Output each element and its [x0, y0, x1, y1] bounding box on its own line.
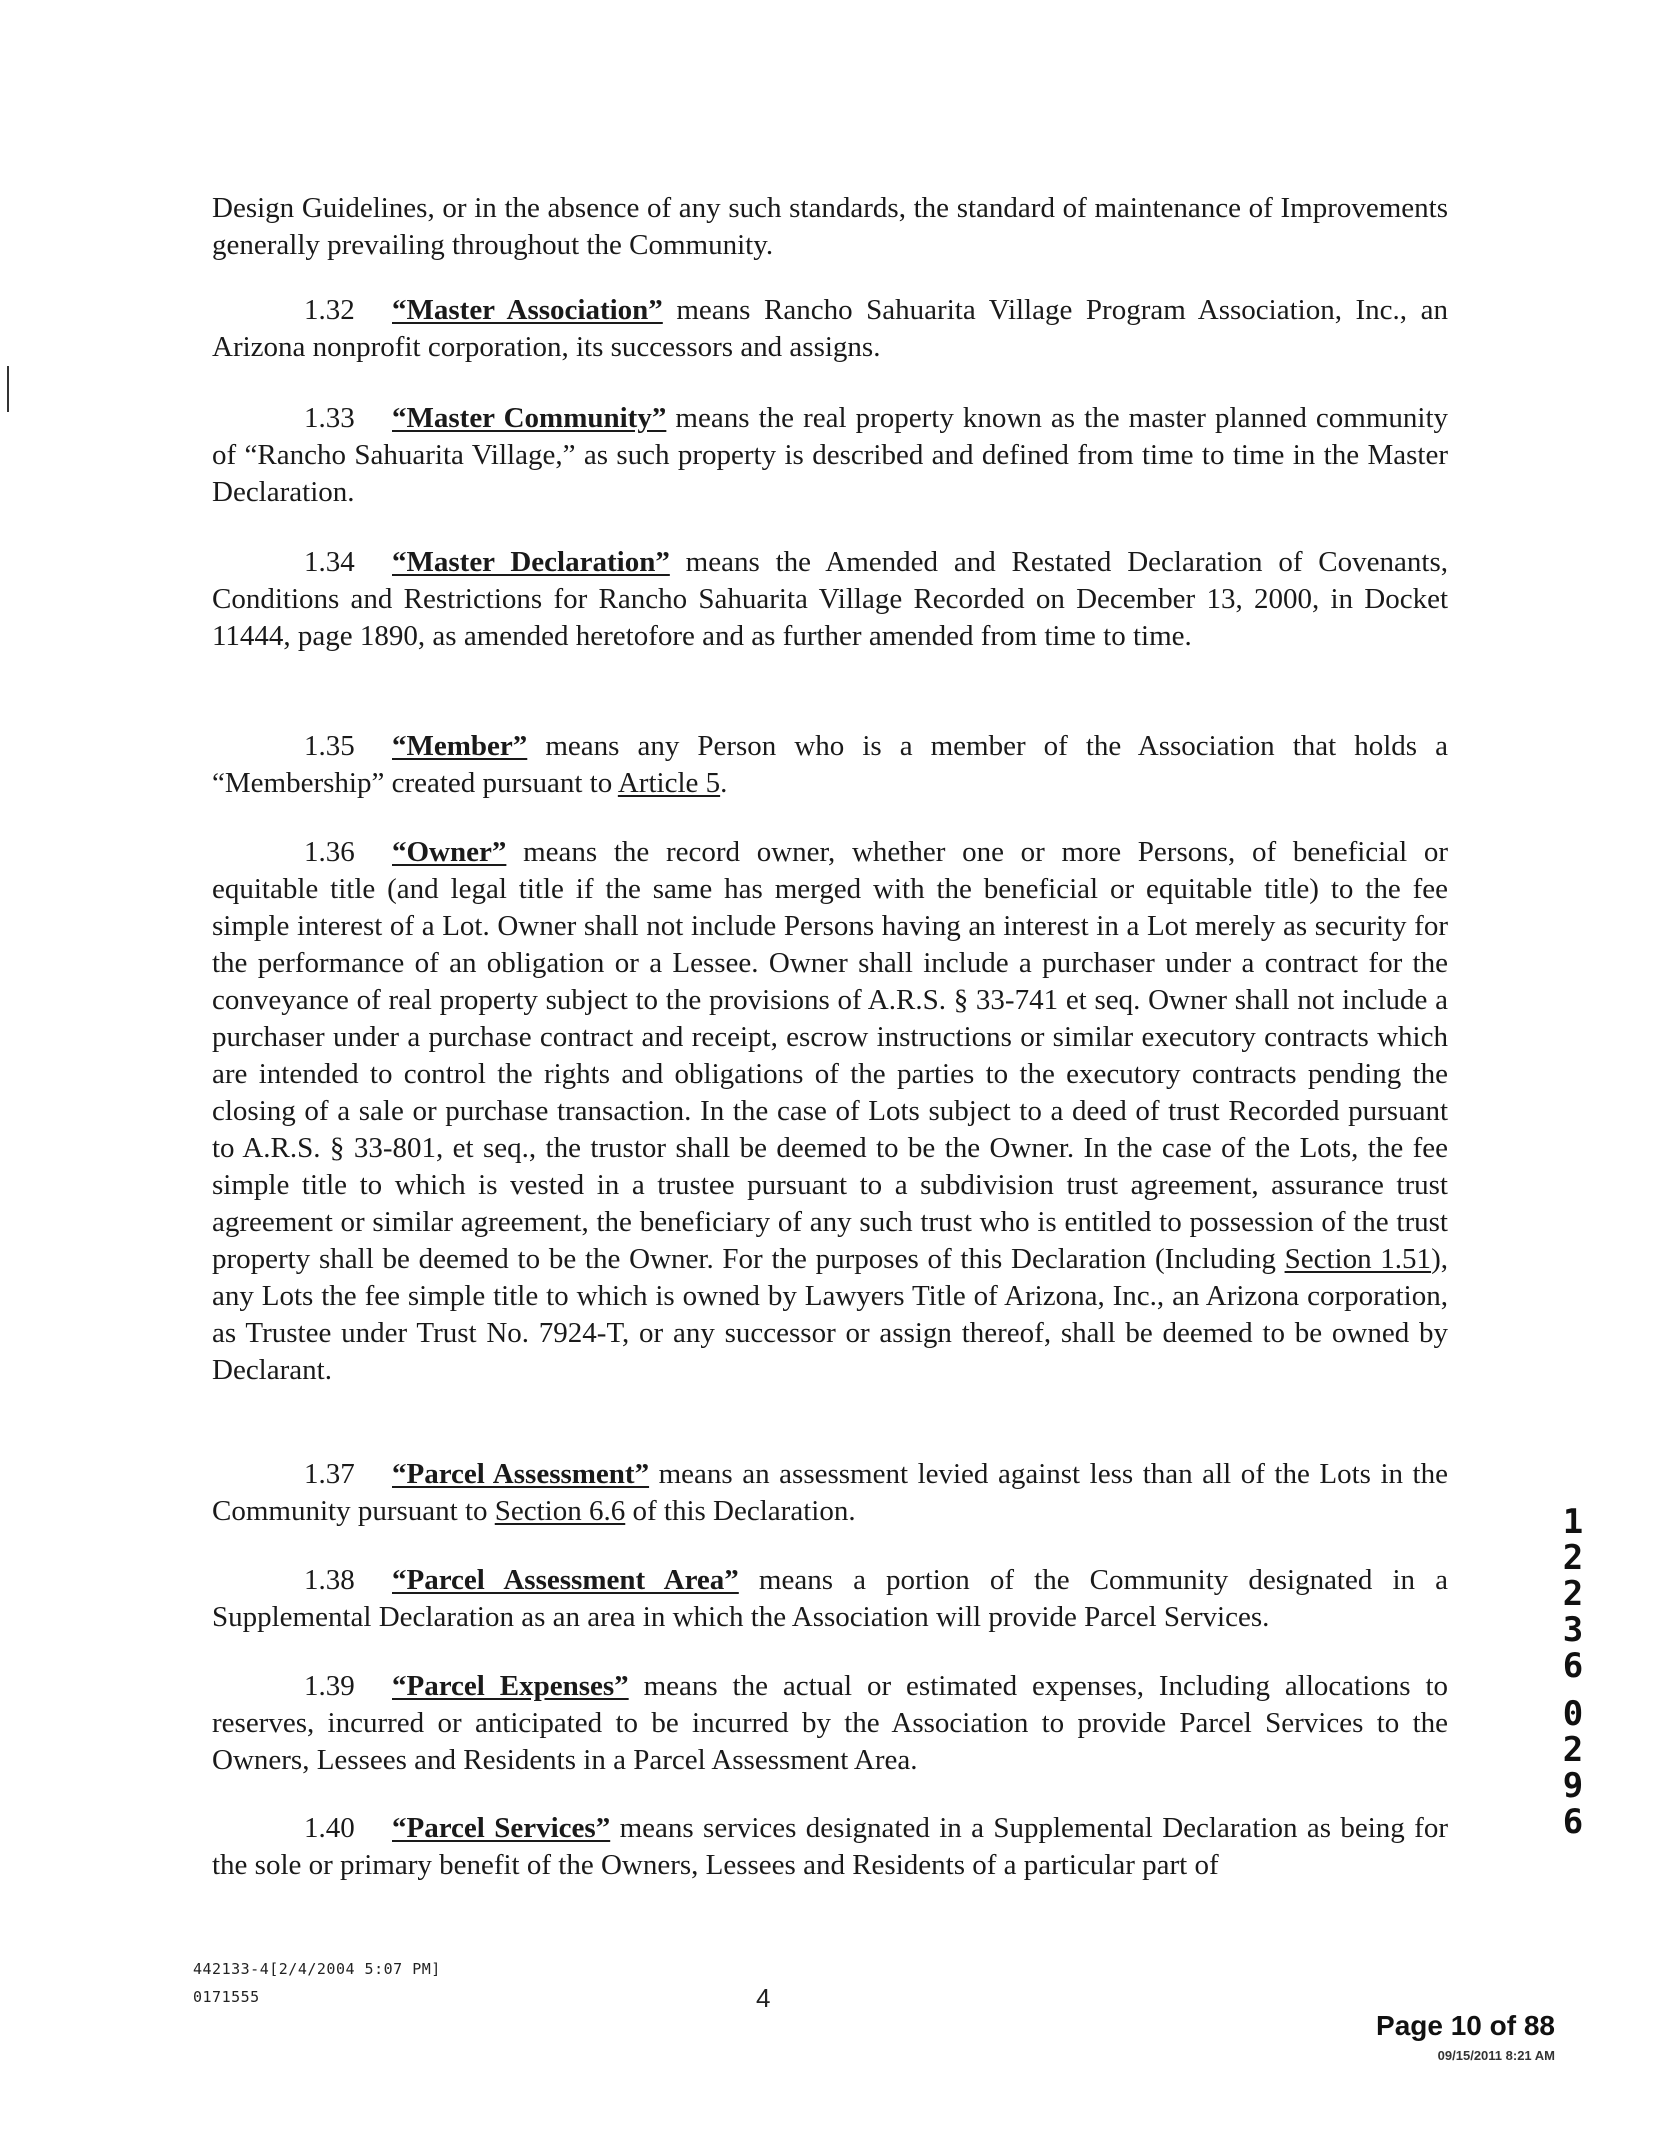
- article-reference: Article 5: [617, 767, 721, 799]
- section-1-40: [212, 1810, 1448, 1884]
- section-text: means the real property known as the master planned community of “Rancho Sahuarita Village,” as such property is described and defined from time to time in the Master Declaration.: [212, 402, 1448, 508]
- section-1-33: [212, 400, 1448, 511]
- stamp-digit: 3: [1562, 1610, 1584, 1650]
- defined-term: “Master Association”: [392, 294, 663, 326]
- defined-term: “Parcel Expenses”: [392, 1670, 629, 1702]
- footer-client-number: 0171555: [193, 1988, 260, 2006]
- recording-stamp-page: [1556, 1696, 1590, 1840]
- recorded-timestamp: 09/15/2011 8:21 AM: [1437, 2048, 1555, 2063]
- section-text: means any Person who is a member of the Association that holds a “Membership” created pursuant to: [212, 730, 1448, 799]
- defined-term: “Parcel Services”: [392, 1812, 611, 1844]
- defined-term: “Owner”: [392, 836, 507, 868]
- section-number: 1.32: [304, 294, 355, 326]
- recording-stamp-docket: [1556, 1504, 1590, 1684]
- stamp-digit: 9: [1562, 1766, 1584, 1806]
- section-1-39: [212, 1668, 1448, 1779]
- intro-paragraph: [212, 190, 1448, 264]
- section-1-38: [212, 1562, 1448, 1636]
- section-text: means a portion of the Community designated in a Supplemental Declaration as an area in which the Association will provide Parcel Services.: [212, 1564, 1448, 1633]
- defined-term: “Master Community”: [392, 402, 667, 434]
- defined-term: “Member”: [392, 730, 528, 762]
- section-text: means an assessment levied against less than all of the Lots in the Community pursuant to: [212, 1458, 1448, 1527]
- section-1-37: [212, 1456, 1448, 1530]
- stamp-digit: 1: [1562, 1502, 1584, 1542]
- defined-term: “Parcel Assessment Area”: [392, 1564, 739, 1596]
- page-number: 4: [756, 1983, 771, 2013]
- stamp-digit: 2: [1562, 1730, 1584, 1770]
- intro-text: Design Guidelines, or in the absence of any such standards, the standard of maintenance of Improvements generally prevailing throughout the Community.: [212, 192, 1448, 261]
- stamp-digit: 2: [1562, 1538, 1584, 1578]
- section-text-end: of this Declaration.: [625, 1495, 856, 1527]
- section-number: 1.40: [304, 1812, 355, 1844]
- section-1-35: [212, 728, 1448, 802]
- section-number: 1.37: [304, 1458, 355, 1490]
- section-reference: Section 6.6: [494, 1495, 626, 1527]
- stamp-digit: 6: [1562, 1802, 1584, 1842]
- section-1-36: [212, 834, 1448, 1389]
- section-text-end: ), any Lots the fee simple title to which is owned by Lawyers Title of Arizona, Inc., an Arizona corporation, as Trustee under Trust No. 7924-T, or any successor or assign thereof, shall be deemed to be owned by Declarant.: [212, 1243, 1448, 1386]
- stamp-digit: 6: [1562, 1646, 1584, 1686]
- section-1-32: [212, 292, 1448, 366]
- section-text: means the actual or estimated expenses, Including allocations to reserves, incurred or anticipated to be incurred by the Association to provide Parcel Services to the Owners, Lessees and Residents in a Parcel Assessment Area.: [212, 1670, 1448, 1776]
- section-number: 1.39: [304, 1670, 355, 1702]
- section-1-34: [212, 544, 1448, 655]
- section-number: 1.33: [304, 402, 355, 434]
- stamp-digit: 0: [1562, 1694, 1584, 1734]
- page-of-total: Page 10 of 88: [1376, 2010, 1555, 2041]
- footer-doc-id: 442133-4[2/4/2004 5:07 PM]: [193, 1960, 441, 1978]
- section-text: means Rancho Sahuarita Village Program Association, Inc., an Arizona nonprofit corporation, its successors and assigns.: [212, 294, 1448, 363]
- stamp-digit: 2: [1562, 1574, 1584, 1614]
- section-text-end: .: [720, 767, 728, 799]
- section-number: 1.36: [304, 836, 355, 868]
- section-reference: Section 1.51: [1284, 1243, 1432, 1275]
- margin-change-bar: [7, 366, 9, 412]
- footer-doc-info: [193, 1955, 441, 2011]
- section-number: 1.34: [304, 546, 355, 578]
- section-text: means the Amended and Restated Declaration of Covenants, Conditions and Restrictions for Rancho Sahuarita Village Recorded on December 13, 2000, in Docket 11444, page 1890, as amended heretofore and as further amended from time to time.: [212, 546, 1448, 652]
- section-text: means services designated in a Supplemental Declaration as being for the sole or primary benefit of the Owners, Lessees and Residents of a particular part of: [212, 1812, 1448, 1881]
- defined-term: “Master Declaration”: [392, 546, 670, 578]
- section-number: 1.35: [304, 730, 355, 762]
- defined-term: “Parcel Assessment”: [392, 1458, 650, 1490]
- section-number: 1.38: [304, 1564, 355, 1596]
- section-text: means the record owner, whether one or more Persons, of beneficial or equitable title (and legal title if the same has merged with the beneficial or equitable title) to the fee simple interest of a Lot. Owner shall not include Persons having an interest in a Lot merely as security for the performance of an obligation or a Lessee. Owner shall include a purchaser under a contract for the conveyance of real property subject to the provisions of A.R.S. § 33-741 et seq. Owner shall not include a purchaser under a purchase contract and receipt, escrow instructions or similar executory contracts which are intended to control the rights and obligations of the parties to the executory contracts pending the closing of a sale or purchase transaction. In the case of Lots subject to a deed of trust Recorded pursuant to A.R.S. § 33-801, et seq., the trustor shall be deemed to be the Owner. In the case of the Lots, the fee simple title to which is vested in a trustee pursuant to a subdivision trust agreement, assurance trust agreement or similar agreement, the beneficiary of any such trust who is entitled to possession of the trust property shall be deemed to be the Owner. For the purposes of this Declaration (Including: [212, 836, 1448, 1275]
